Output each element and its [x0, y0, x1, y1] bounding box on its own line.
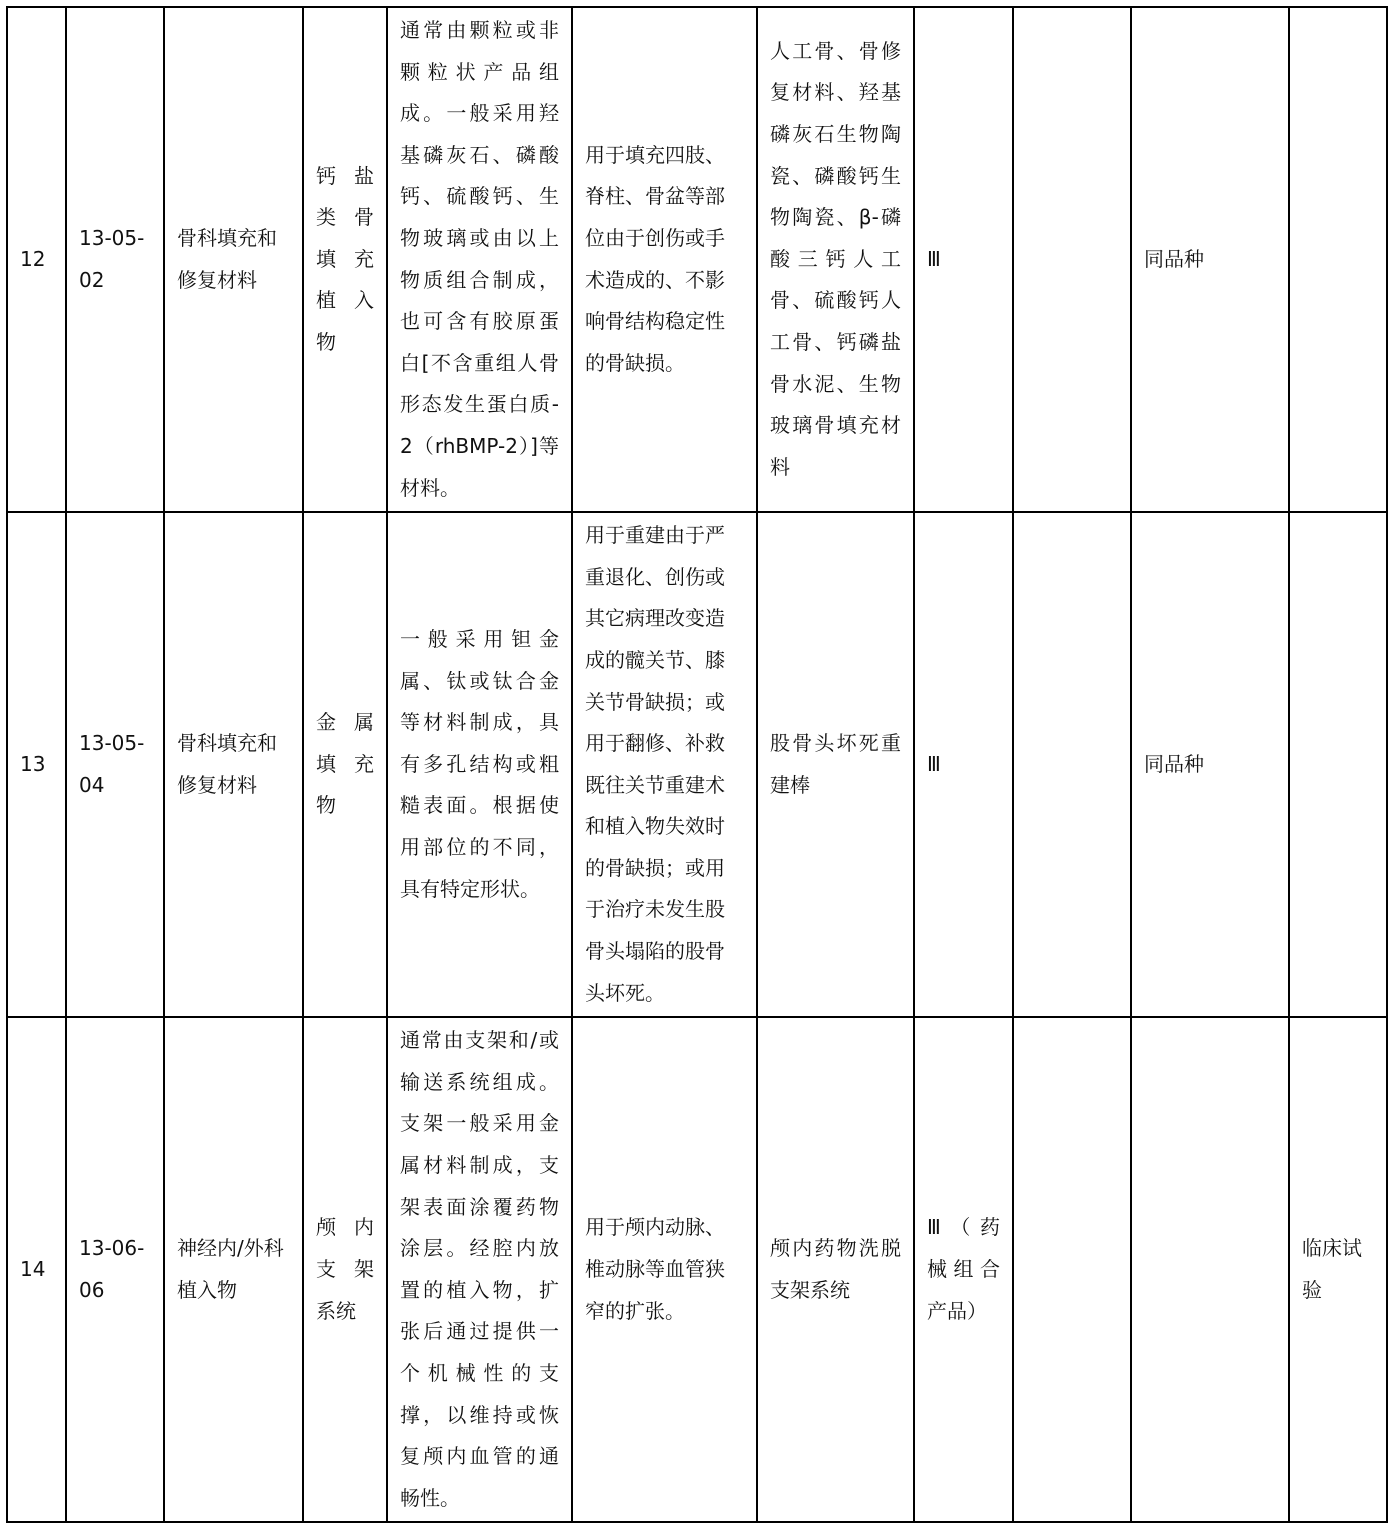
product-description: 一般采用钽金属、钛或钛合金等材料制成，具有多孔结构或粗糙表面。根据使用部位的不同，具有特定形状。	[387, 512, 572, 1017]
management-class: Ⅲ（药械组合产品）	[914, 1017, 1013, 1522]
clinical-requirement: 临床试验	[1289, 1017, 1387, 1522]
clinical-requirement	[1289, 7, 1387, 512]
product-examples: 颅内药物洗脱支架系统	[757, 1017, 914, 1522]
category-name: 骨科填充和修复材料	[164, 512, 303, 1017]
product-examples: 人工骨、骨修复材料、羟基磷灰石生物陶瓷、磷酸钙生物陶瓷、β-磷酸三钙人工骨、硫酸钙人工骨、钙磷盐骨水泥、生物玻璃骨填充材料	[757, 7, 914, 512]
product-name: 颅内支架系统	[303, 1017, 387, 1522]
category-code: 13-05-02	[66, 7, 164, 512]
intended-use: 用于颅内动脉、椎动脉等血管狭窄的扩张。	[572, 1017, 757, 1522]
comparison-type: 同品种	[1131, 512, 1289, 1017]
table-row	[7, 512, 1387, 1017]
catalog-table	[6, 6, 1388, 1523]
category-code: 13-05-04	[66, 512, 164, 1017]
empty-cell	[1013, 1017, 1131, 1522]
category-name: 骨科填充和修复材料	[164, 7, 303, 512]
product-examples: 股骨头坏死重建棒	[757, 512, 914, 1017]
row-number: 14	[7, 1017, 66, 1522]
product-name: 钙盐类骨填充植入物	[303, 7, 387, 512]
product-name: 金属填充物	[303, 512, 387, 1017]
comparison-type	[1131, 1017, 1289, 1522]
intended-use: 用于填充四肢、脊柱、骨盆等部位由于创伤或手术造成的、不影响骨结构稳定性的骨缺损。	[572, 7, 757, 512]
empty-cell	[1013, 7, 1131, 512]
product-description: 通常由颗粒或非颗粒状产品组成。一般采用羟基磷灰石、磷酸钙、硫酸钙、生物玻璃或由以上物质组合制成，也可含有胶原蛋白[不含重组人骨形态发生蛋白质-2（rhBMP-2）]等材料。	[387, 7, 572, 512]
management-class: Ⅲ	[914, 7, 1013, 512]
row-number: 12	[7, 7, 66, 512]
empty-cell	[1013, 512, 1131, 1017]
product-description: 通常由支架和/或输送系统组成。支架一般采用金属材料制成，支架表面涂覆药物涂层。经腔内放置的植入物，扩张后通过提供一个机械性的支撑，以维持或恢复颅内血管的通畅性。	[387, 1017, 572, 1522]
category-name: 神经内/外科植入物	[164, 1017, 303, 1522]
table-row	[7, 1017, 1387, 1522]
comparison-type: 同品种	[1131, 7, 1289, 512]
clinical-requirement	[1289, 512, 1387, 1017]
table-row	[7, 7, 1387, 512]
intended-use: 用于重建由于严重退化、创伤或其它病理改变造成的髋关节、膝关节骨缺损；或用于翻修、补救既往关节重建术和植入物失效时的骨缺损；或用于治疗未发生股骨头塌陷的股骨头坏死。	[572, 512, 757, 1017]
category-code: 13-06-06	[66, 1017, 164, 1522]
row-number: 13	[7, 512, 66, 1017]
management-class: Ⅲ	[914, 512, 1013, 1017]
